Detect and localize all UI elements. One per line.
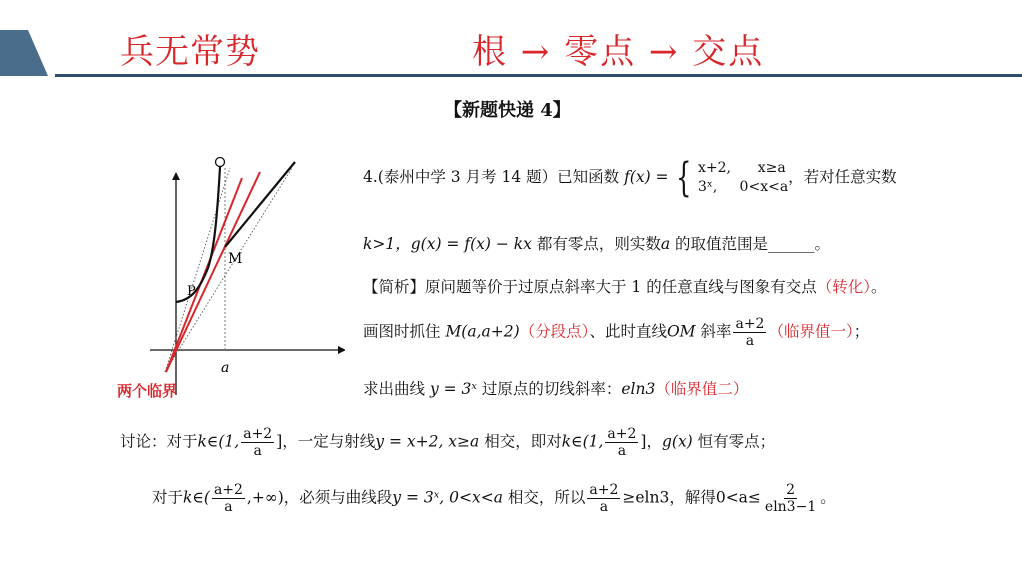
analysis-text: 斜率: [695, 322, 732, 341]
corner-decoration: [0, 30, 48, 76]
dotted-line-1: [165, 168, 230, 372]
label-p: P: [187, 284, 196, 299]
discussion-line-1: [120, 426, 775, 459]
problem-line-2: [363, 232, 830, 254]
k-interval: k∈(1,: [197, 432, 240, 451]
critical-label: 两个临界: [117, 382, 178, 400]
answer-fraction: $\frac{2}{eln3-1}$: [764, 482, 817, 516]
case-2: 3ˣ, 0<x<a: [698, 179, 789, 195]
fraction: $\frac{a+2}{a}$: [589, 482, 619, 516]
label-a: a: [221, 360, 230, 376]
x-axis-arrow: [338, 346, 345, 354]
analysis-text: 【简析】原问题等价于过原点斜率大于 1 的任意直线与图象有交点: [363, 278, 817, 296]
critical-value-two: （临界值二）: [655, 380, 749, 398]
discussion-text: ]，: [640, 432, 662, 451]
analysis-end: 。: [870, 278, 887, 296]
problem-prefix: 4.(泰州中学 3 月考 14 题）已知函数: [363, 168, 625, 186]
problem-line-1: [363, 155, 897, 201]
analysis-end: ；: [853, 322, 870, 341]
red-line-tangent: [166, 172, 260, 372]
section-heading: 【新题快递 4】: [444, 100, 571, 121]
slide-title-right: 根 → 零点 → 交点: [472, 32, 765, 72]
exp-curve: [176, 167, 220, 302]
k-interval: k∈(1,: [561, 432, 604, 451]
discussion-text: 相交，所以: [502, 488, 586, 507]
analysis-text: 过原点的切线斜率：: [476, 380, 622, 398]
problem-text: 都有零点，则实数: [531, 235, 661, 253]
label-m: M: [228, 251, 243, 267]
g-function: g(x): [661, 432, 693, 451]
discussion-text: ≥eln3，解得: [622, 488, 716, 507]
discussion-text: 恒有零点；: [692, 432, 776, 451]
analysis-text: 画图时抓住: [363, 322, 446, 341]
piecewise-definition: { x+2, x≥a 3ˣ, 0<x<a: [675, 155, 789, 201]
discussion-text: 相交，即对: [479, 432, 562, 451]
function-graph: [110, 150, 345, 400]
curve-segment-equation: y = 3ˣ, 0<x<a: [392, 488, 503, 507]
open-endpoint: [216, 158, 225, 167]
fraction: $\frac{a+2}{a}$: [213, 482, 243, 516]
ray-segment: [225, 162, 295, 247]
segment-point-note: （分段点）: [519, 322, 590, 341]
analysis-text: 求出曲线: [363, 380, 430, 398]
header-rule: [55, 74, 1022, 77]
slope-fraction: $\frac{a+2}{a}$: [735, 316, 765, 350]
y-axis-arrow: [172, 172, 180, 180]
k-interval: k∈(: [183, 488, 210, 507]
discussion-text: ]，一定与射线: [276, 432, 376, 451]
critical-value-one: （临界值一）: [768, 322, 854, 341]
problem-suffix: ，若对任意实数: [788, 168, 897, 186]
g-definition: k>1，g(x) = f(x) − kx: [363, 235, 532, 253]
analysis-line-2: [363, 316, 869, 349]
line-om: OM: [666, 322, 696, 341]
dotted-line-2: [165, 168, 292, 372]
point-m: M(a,a+2): [445, 322, 520, 341]
analysis-line-3: [363, 377, 748, 399]
discussion-line-2: [152, 482, 836, 515]
analysis-text: 、此时直线: [589, 322, 667, 341]
discussion-text: ,+∞)，必须与曲线段: [246, 488, 393, 507]
fraction: $\frac{a+2}{a}$: [243, 426, 273, 460]
function-lhs: f(x) =: [624, 168, 669, 186]
answer-range: 0<a≤: [715, 488, 761, 507]
case-1: x+2, x≥a: [698, 160, 786, 177]
curve-equation: y = 3ˣ: [429, 380, 477, 398]
discussion-text: 讨论：对于: [120, 432, 198, 451]
slide-title-left: 兵无常势: [120, 32, 260, 72]
tangent-slope: eln3: [621, 380, 656, 398]
fraction: $\frac{a+2}{a}$: [607, 426, 637, 460]
problem-blank: 的取值范围是______。: [670, 235, 831, 253]
ray-equation: y = x+2, x≥a: [375, 432, 480, 451]
analysis-line-1: [363, 275, 887, 297]
discussion-text: 对于: [152, 488, 184, 507]
analysis-transform: （转化）: [816, 278, 871, 296]
discussion-end: 。: [820, 488, 836, 507]
variable-a: a: [660, 235, 671, 253]
